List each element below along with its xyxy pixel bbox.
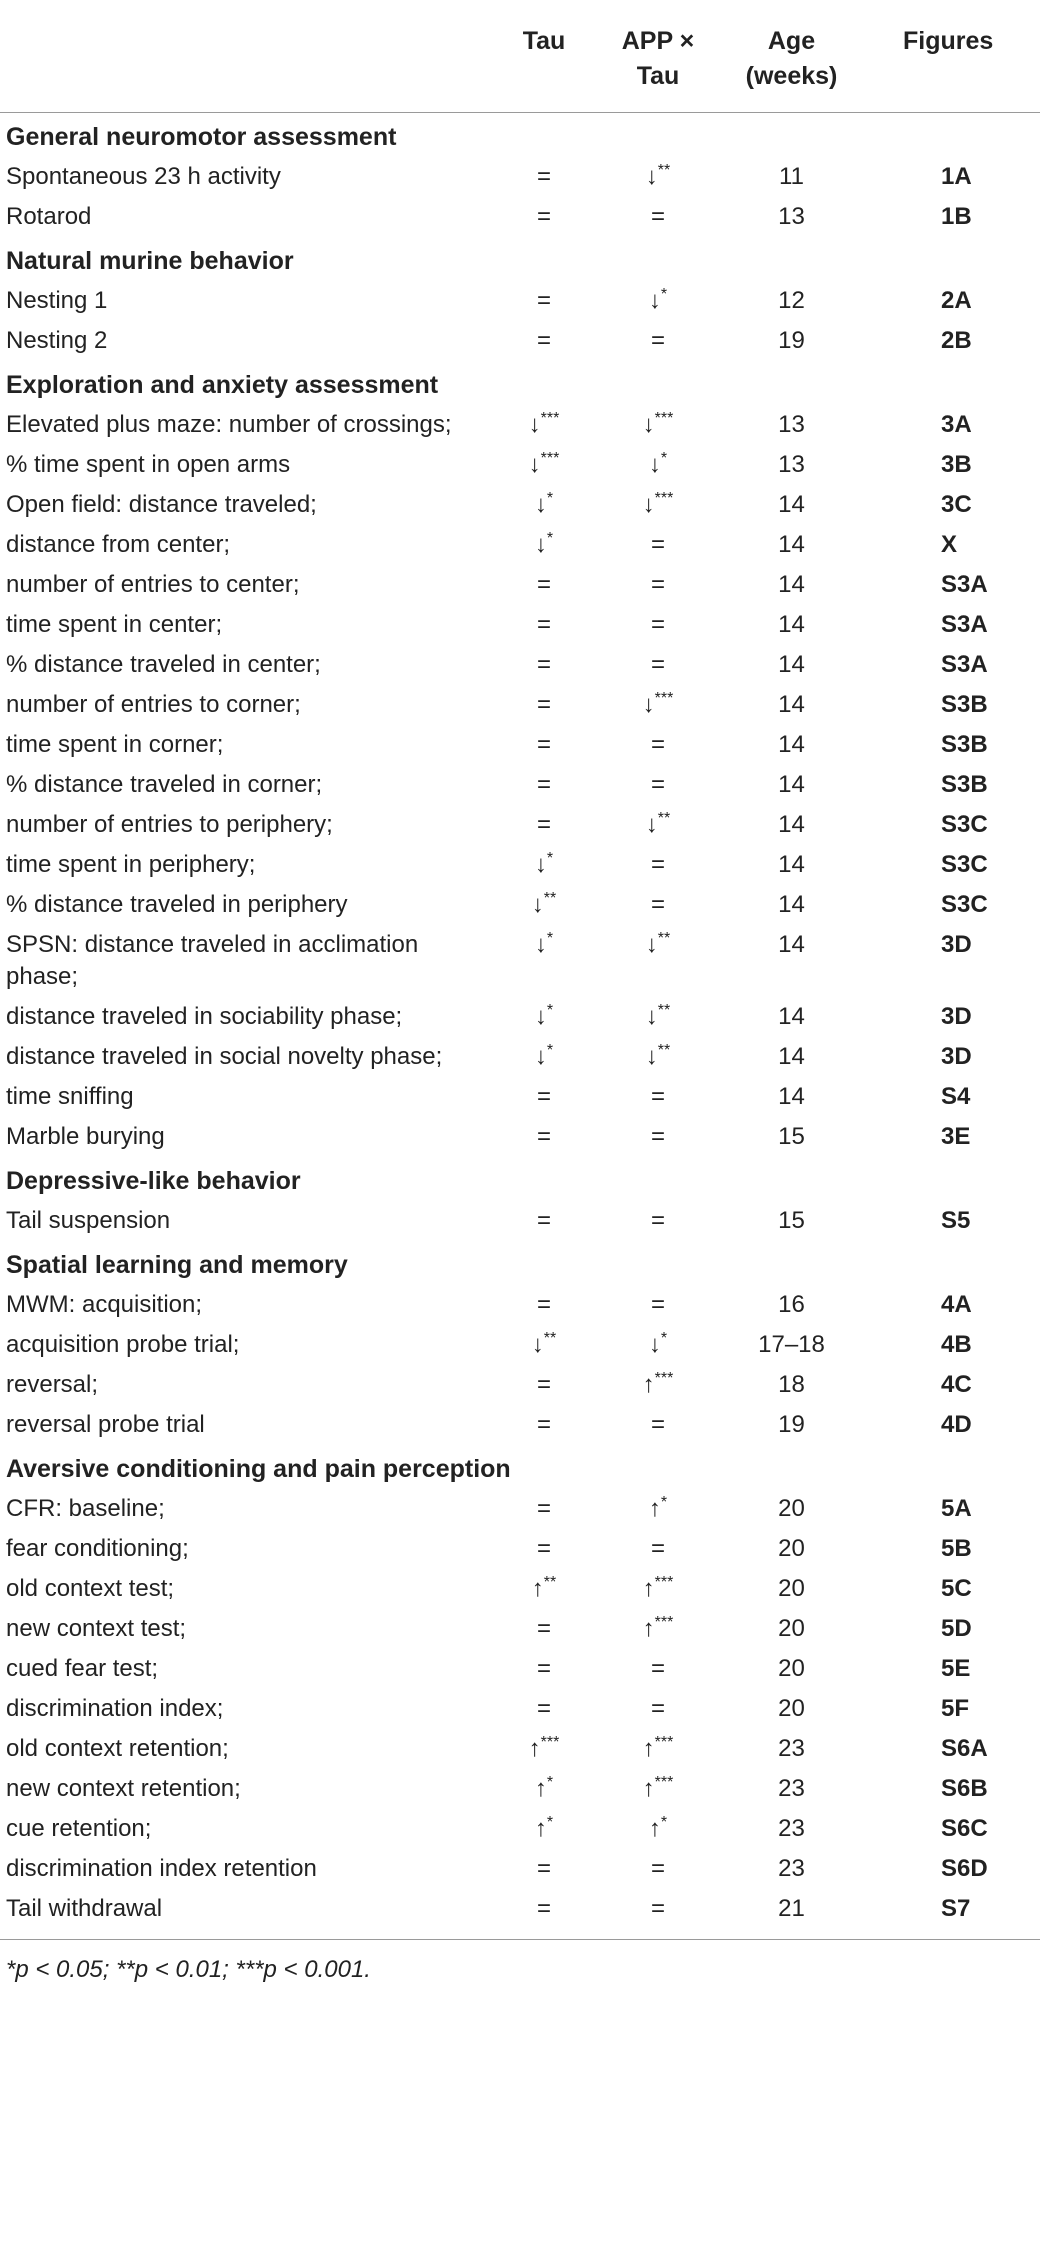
age-weeks: 14 [778,891,805,918]
row-label: Rotarod [6,203,92,230]
app-tau-effect: = [650,1855,665,1882]
figure-ref: S3B [941,771,988,798]
age-weeks: 15 [778,1207,805,1234]
age-weeks: 20 [778,1495,805,1522]
table-row [0,445,1040,485]
tau-effect: = [536,1291,551,1318]
table-row [0,405,1040,445]
app-tau-effect: = [650,851,665,878]
tau-effect: = [536,327,551,354]
significance-marker: * [546,490,554,507]
section-row [0,361,1040,405]
figure-ref: S3B [941,691,988,718]
figure-ref: 2B [941,327,972,354]
app-tau-effect: ↓* [648,286,668,314]
tau-effect: ↓* [534,1002,554,1030]
table-row [0,925,1040,997]
tau-effect: ↓* [534,490,554,518]
age-weeks: 20 [778,1575,805,1602]
tau-effect: ↑* [534,1814,554,1842]
tau-effect: ↑*** [528,1734,560,1762]
figure-ref: 5D [941,1615,972,1642]
row-label: cue retention; [6,1815,152,1842]
figure-ref: 3D [941,931,972,958]
figure-ref: 3E [941,1123,971,1150]
app-tau-effect: = [650,1123,665,1150]
age-weeks: 12 [778,287,805,314]
figure-ref: 3D [941,1003,972,1030]
row-label: Spontaneous 23 h activity [6,163,281,190]
significance-marker: * [546,930,554,947]
age-weeks: 13 [778,203,805,230]
age-weeks: 18 [778,1371,805,1398]
age-weeks: 14 [778,1003,805,1030]
tau-effect: = [536,203,551,230]
row-label: % distance traveled in center; [6,651,321,678]
tau-effect: = [536,1495,551,1522]
significance-marker: * [660,1814,668,1831]
app-tau-effect: = [650,327,665,354]
tau-effect: = [536,1535,551,1562]
tau-effect: = [536,571,551,598]
age-weeks: 19 [778,1411,805,1438]
figure-ref: S3C [941,811,988,838]
row-label: Nesting 1 [6,287,108,314]
header-age [728,0,855,113]
figure-ref: S3C [941,851,988,878]
figure-ref: 4D [941,1411,972,1438]
significance-marker: * [546,1042,554,1059]
age-weeks: 20 [778,1615,805,1642]
section-row [0,1157,1040,1201]
figure-ref: 1B [941,203,972,230]
figure-ref: 3B [941,451,972,478]
age-weeks: 14 [778,531,805,558]
figure-ref: S6A [941,1735,988,1762]
tau-effect: = [536,1123,551,1150]
row-label: discrimination index; [6,1695,224,1722]
section-heading: Depressive-like behavior [6,1167,301,1195]
age-weeks: 13 [778,411,805,438]
age-weeks: 23 [778,1855,805,1882]
significance-marker: *** [540,1734,560,1751]
row-label: discrimination index retention [6,1855,317,1882]
app-tau-effect: ↓** [645,930,671,958]
figure-ref: 5A [941,1495,972,1522]
row-label: acquisition probe trial; [6,1331,240,1358]
significance-marker: * [546,850,554,867]
significance-marker: *** [654,1774,674,1791]
table-body [0,113,1040,1940]
age-weeks: 14 [778,731,805,758]
figure-ref: 4A [941,1291,972,1318]
row-label: time spent in corner; [6,731,224,758]
significance-marker: *** [654,1614,674,1631]
figure-ref: S3A [941,611,988,638]
age-weeks: 19 [778,327,805,354]
tau-effect: ↓*** [528,450,560,478]
table-row [0,525,1040,565]
row-label: reversal; [6,1371,99,1398]
significance-marker: * [546,530,554,547]
significance-marker: *** [654,1574,674,1591]
row-label: MWM: acquisition; [6,1291,203,1318]
age-weeks: 14 [778,811,805,838]
tau-effect: = [536,811,551,838]
app-tau-effect: ↓*** [642,690,674,718]
figure-ref: S4 [941,1083,971,1110]
table-row [0,1809,1040,1849]
tau-effect: ↓*** [528,410,560,438]
age-weeks: 23 [778,1735,805,1762]
table-header [0,0,1040,113]
significance-marker: ** [543,1574,557,1591]
figure-ref: S6C [941,1815,988,1842]
table-row [0,1529,1040,1569]
row-label: distance from center; [6,531,231,558]
significance-marker: ** [543,1330,557,1347]
row-label: fear conditioning; [6,1535,189,1562]
table-row [0,685,1040,725]
tau-effect: = [536,691,551,718]
tau-effect: ↓* [534,1042,554,1070]
table-row [0,281,1040,321]
figure-ref: S5 [941,1207,971,1234]
table-row [0,1037,1040,1077]
table-row [0,321,1040,361]
section-heading: Aversive conditioning and pain perception [6,1455,511,1483]
row-label: reversal probe trial [6,1411,205,1438]
table-row [0,485,1040,525]
tau-effect: = [536,1411,551,1438]
significance-marker: * [660,1494,668,1511]
significance-marker: * [660,450,668,467]
row-label: old context test; [6,1575,175,1602]
app-tau-effect: ↑*** [642,1370,674,1398]
header-app-tau-line1: APP × [621,27,695,55]
app-tau-effect: = [650,1411,665,1438]
app-tau-effect: = [650,571,665,598]
figure-ref: S3A [941,571,988,598]
app-tau-effect: ↓* [648,450,668,478]
figure-ref: 5E [941,1655,971,1682]
tau-effect: ↓* [534,930,554,958]
figure-ref: 5B [941,1535,972,1562]
tau-effect: = [536,1655,551,1682]
age-weeks: 17–18 [758,1331,825,1358]
figure-ref: 4C [941,1371,972,1398]
table-row [0,1489,1040,1529]
tau-effect: = [536,651,551,678]
age-weeks: 14 [778,611,805,638]
age-weeks: 14 [778,1083,805,1110]
app-tau-effect: = [650,611,665,638]
header-label [0,0,500,113]
row-label: Marble burying [6,1123,165,1150]
figure-ref: X [941,531,958,558]
app-tau-effect: ↓** [645,1042,671,1070]
section-heading: Spatial learning and memory [6,1251,348,1279]
significance-marker: *** [654,1370,674,1387]
table-row [0,997,1040,1037]
app-tau-effect: = [650,1655,665,1682]
table-row [0,605,1040,645]
app-tau-effect: = [650,771,665,798]
table-row [0,1201,1040,1241]
significance-footnote: *p < 0.05; **p < 0.01; ***p < 0.001. [0,1940,1040,1987]
tau-effect: = [536,611,551,638]
table-row [0,645,1040,685]
app-tau-effect: = [650,203,665,230]
table-row [0,1117,1040,1157]
significance-marker: ** [657,810,671,827]
section-row [0,1241,1040,1285]
table-row [0,565,1040,605]
age-weeks: 14 [778,931,805,958]
app-tau-effect: = [650,1207,665,1234]
significance-marker: ** [657,1002,671,1019]
figure-ref: S3B [941,731,988,758]
section-row [0,113,1040,158]
tau-effect: ↓** [531,1330,557,1358]
row-label: CFR: baseline; [6,1495,165,1522]
significance-marker: * [546,1002,554,1019]
figure-ref: 5C [941,1575,972,1602]
tau-effect: = [536,163,551,190]
row-label: time sniffing [6,1083,134,1110]
section-heading: Natural murine behavior [6,247,294,275]
significance-marker: * [546,1814,554,1831]
table-row [0,1569,1040,1609]
row-label: Tail suspension [6,1207,171,1234]
header-tau: Tau [500,0,588,113]
row-label: number of entries to corner; [6,691,301,718]
tau-effect: ↓* [534,530,554,558]
tau-effect: = [536,1855,551,1882]
app-tau-effect: = [650,1535,665,1562]
section-row [0,237,1040,281]
app-tau-effect: = [650,1695,665,1722]
significance-marker: * [660,1330,668,1347]
row-label: distance traveled in sociability phase; [6,1003,403,1030]
figure-ref: 3A [941,411,972,438]
app-tau-effect: ↑*** [642,1774,674,1802]
header-age-line2: (weeks) [745,62,838,90]
table-row [0,1285,1040,1325]
age-weeks: 20 [778,1695,805,1722]
row-label: Nesting 2 [6,327,108,354]
app-tau-effect: = [650,1083,665,1110]
significance-marker: ** [657,162,671,179]
figure-ref: 5F [941,1695,970,1722]
app-tau-effect: ↓* [648,1330,668,1358]
tau-effect: ↑* [534,1774,554,1802]
app-tau-effect: ↓*** [642,490,674,518]
row-label: new context retention; [6,1775,241,1802]
tau-effect: = [536,771,551,798]
section-heading: Exploration and anxiety assessment [6,371,439,399]
figure-ref: 4B [941,1331,972,1358]
table-row [0,1077,1040,1117]
row-label: % distance traveled in periphery [6,891,348,918]
tau-effect: = [536,1371,551,1398]
section-row [0,1445,1040,1489]
table-row [0,1849,1040,1889]
age-weeks: 14 [778,771,805,798]
age-weeks: 13 [778,451,805,478]
row-label: old context retention; [6,1735,229,1762]
table-row [0,1325,1040,1365]
age-weeks: 23 [778,1815,805,1842]
tau-effect: ↑** [531,1574,557,1602]
significance-marker: * [546,1774,554,1791]
age-weeks: 23 [778,1775,805,1802]
age-weeks: 20 [778,1655,805,1682]
figure-ref: 3C [941,491,972,518]
row-label: Open field: distance traveled; [6,491,317,518]
app-tau-effect: = [650,731,665,758]
header-figures: Figures [855,0,1040,113]
figure-ref: S6B [941,1775,988,1802]
age-weeks: 14 [778,1043,805,1070]
table-row [0,885,1040,925]
table-row [0,805,1040,845]
header-app-tau-line2: Tau [636,62,680,90]
row-label: number of entries to center; [6,571,300,598]
app-tau-effect: = [650,651,665,678]
app-tau-effect: ↑*** [642,1574,674,1602]
row-label: cued fear test; [6,1655,159,1682]
age-weeks: 16 [778,1291,805,1318]
app-tau-effect: ↑*** [642,1614,674,1642]
significance-marker: *** [654,410,674,427]
header-app-tau [588,0,728,113]
significance-marker: ** [657,1042,671,1059]
app-tau-effect: = [650,531,665,558]
section-heading: General neuromotor assessment [6,123,397,151]
significance-marker: *** [654,690,674,707]
app-tau-effect: ↑* [648,1814,668,1842]
age-weeks: 14 [778,491,805,518]
app-tau-effect: ↑* [648,1494,668,1522]
row-label: distance traveled in social novelty phase; [6,1043,443,1070]
tau-effect: = [536,1083,551,1110]
row-label: time spent in periphery; [6,851,256,878]
tau-effect: = [536,1895,551,1922]
figure-ref: S3C [941,891,988,918]
row-label: SPSN: distance traveled in acclimation phase; [6,931,419,990]
app-tau-effect: = [650,891,665,918]
row-label: Elevated plus maze: number of crossings; [6,411,452,438]
age-weeks: 15 [778,1123,805,1150]
tau-effect: = [536,1615,551,1642]
figure-ref: 3D [941,1043,972,1070]
app-tau-effect: ↓*** [642,410,674,438]
table-row [0,845,1040,885]
significance-marker: * [660,286,668,303]
tau-effect: ↓** [531,890,557,918]
table-row [0,1769,1040,1809]
row-label: % time spent in open arms [6,451,291,478]
significance-marker: *** [654,1734,674,1751]
age-weeks: 11 [779,163,804,190]
table-row [0,725,1040,765]
table-row [0,1365,1040,1405]
table-row [0,765,1040,805]
figure-ref: S6D [941,1855,988,1882]
tau-effect: = [536,1695,551,1722]
significance-marker: *** [540,410,560,427]
figure-ref: S3A [941,651,988,678]
tau-effect: = [536,731,551,758]
age-weeks: 21 [778,1895,805,1922]
figure-ref: 1A [941,163,972,190]
figure-ref: 2A [941,287,972,314]
app-tau-effect: ↓** [645,810,671,838]
age-weeks: 20 [778,1535,805,1562]
app-tau-effect: ↓** [645,1002,671,1030]
table-row [0,1729,1040,1769]
row-label: Tail withdrawal [6,1895,163,1922]
table-row [0,157,1040,197]
age-weeks: 14 [778,571,805,598]
table-row [0,1609,1040,1649]
table-row [0,197,1040,237]
figure-ref: S7 [941,1895,971,1922]
row-label: time spent in center; [6,611,223,638]
app-tau-effect: ↓** [645,162,671,190]
app-tau-effect: = [650,1291,665,1318]
significance-marker: ** [657,930,671,947]
row-label: number of entries to periphery; [6,811,333,838]
tau-effect: = [536,1207,551,1234]
row-label: new context test; [6,1615,187,1642]
app-tau-effect: = [650,1895,665,1922]
significance-marker: *** [540,450,560,467]
significance-marker: *** [654,490,674,507]
age-weeks: 14 [778,851,805,878]
row-label: % distance traveled in corner; [6,771,323,798]
significance-marker: ** [543,890,557,907]
age-weeks: 14 [778,691,805,718]
table-row [0,1405,1040,1445]
table-row [0,1889,1040,1940]
tau-effect: ↓* [534,850,554,878]
header-age-line1: Age [767,27,816,55]
age-weeks: 14 [778,651,805,678]
app-tau-effect: ↑*** [642,1734,674,1762]
tau-effect: = [536,287,551,314]
table-row [0,1689,1040,1729]
table-row [0,1649,1040,1689]
